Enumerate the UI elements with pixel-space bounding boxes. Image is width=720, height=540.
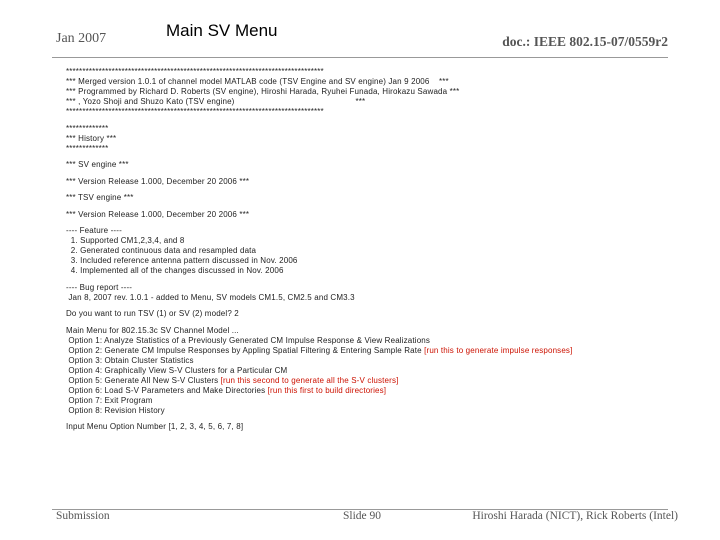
tsv-engine-heading: *** TSV engine *** — [66, 193, 134, 202]
menu-option-text: Option 7: Exit Program — [66, 395, 153, 405]
sv-engine-heading: *** SV engine *** — [66, 160, 129, 169]
history-line: ************* — [66, 143, 109, 153]
document-id: doc.: IEEE 802.15-07/0559r2 — [502, 34, 668, 49]
feature-line: 3. Included reference antenna pattern discussed in Nov. 2006 — [66, 256, 298, 265]
menu-option-text: Option 1: Analyze Statistics of a Previously Generated CM Impulse Response & View Realizations — [66, 335, 431, 345]
sv-release-line: *** Version Release 1.000, December 20 2006 *** — [66, 176, 250, 186]
feature-line: 2. Generated continuous data and resampled data — [66, 246, 257, 255]
footer-slide-number: Slide 90 — [343, 510, 382, 522]
feature-line: 4. Implemented all of the changes discussed in Nov. 2006 — [66, 266, 284, 275]
menu-option-text: Option 3: Obtain Cluster Statistics — [66, 355, 194, 365]
footer-submission: Submission — [56, 510, 110, 522]
banner-line: ******************************************************************************* — [66, 67, 324, 76]
banner-line: *** , Yozo Shoji and Shuzo Kato (TSV engine) *** — [66, 97, 366, 106]
console-output — [66, 67, 666, 432]
menu-option-text: Option 5: Generate All New S-V Clusters — [66, 375, 221, 385]
menu-option — [66, 376, 666, 386]
history-line: *** History *** — [66, 133, 117, 143]
menu-option-text: Option 6: Load S-V Parameters and Make Directories — [66, 385, 268, 395]
menu-option — [66, 336, 666, 346]
banner-line: *** Merged version 1.0.1 of channel model MATLAB code (TSV Engine and SV engine) Jan 9 2006 *** — [66, 77, 449, 86]
menu-option-text: Option 8: Revision History — [66, 405, 165, 415]
menu-option — [66, 346, 666, 356]
banner-line: *** Programmed by Richard D. Roberts (SV engine), Hiroshi Harada, Ryuhei Funada, Hirokazu Sawada *** — [66, 87, 460, 96]
menu-option-text: Option 2: Generate CM Impulse Responses by Appling Spatial Filtering & Entering Sample Rate — [66, 345, 425, 355]
header-divider — [52, 57, 668, 58]
model-prompt: Do you want to run TSV (1) or SV (2) model? 2 — [66, 309, 239, 318]
menu-title: Main Menu for 802.15.3c SV Channel Model ... — [66, 325, 239, 335]
menu-option — [66, 386, 666, 396]
feature-line: 1. Supported CM1,2,3,4, and 8 — [66, 236, 185, 245]
menu-option — [66, 366, 666, 376]
history-line: ************* — [66, 123, 109, 133]
slide-title: Main SV Menu — [166, 21, 278, 40]
menu-option — [66, 356, 666, 366]
header-date: Jan 2007 — [56, 31, 107, 46]
menu-option — [66, 396, 666, 406]
feature-line: ---- Feature ---- — [66, 226, 122, 235]
bug-report-line: ---- Bug report ---- — [66, 282, 133, 292]
menu-option-text: Option 4: Graphically View S-V Clusters for a Particular CM — [66, 365, 288, 375]
menu-option-note: [run this first to build directories] — [267, 385, 387, 395]
footer-authors: Hiroshi Harada (NICT), Rick Roberts (Intel) — [472, 510, 678, 522]
menu-option-note: [run this to generate impulse responses] — [424, 345, 573, 355]
menu-option-note: [run this second to generate all the S-V clusters] — [220, 375, 399, 385]
banner-line: ******************************************************************************* — [66, 107, 324, 116]
tsv-release-line: *** Version Release 1.000, December 20 2006 *** — [66, 209, 250, 219]
menu-option — [66, 406, 666, 416]
input-prompt: Input Menu Option Number [1, 2, 3, 4, 5, 6, 7, 8] — [66, 422, 244, 431]
bug-report-line: Jan 8, 2007 rev. 1.0.1 - added to Menu, SV models CM1.5, CM2.5 and CM3.3 — [66, 292, 355, 302]
